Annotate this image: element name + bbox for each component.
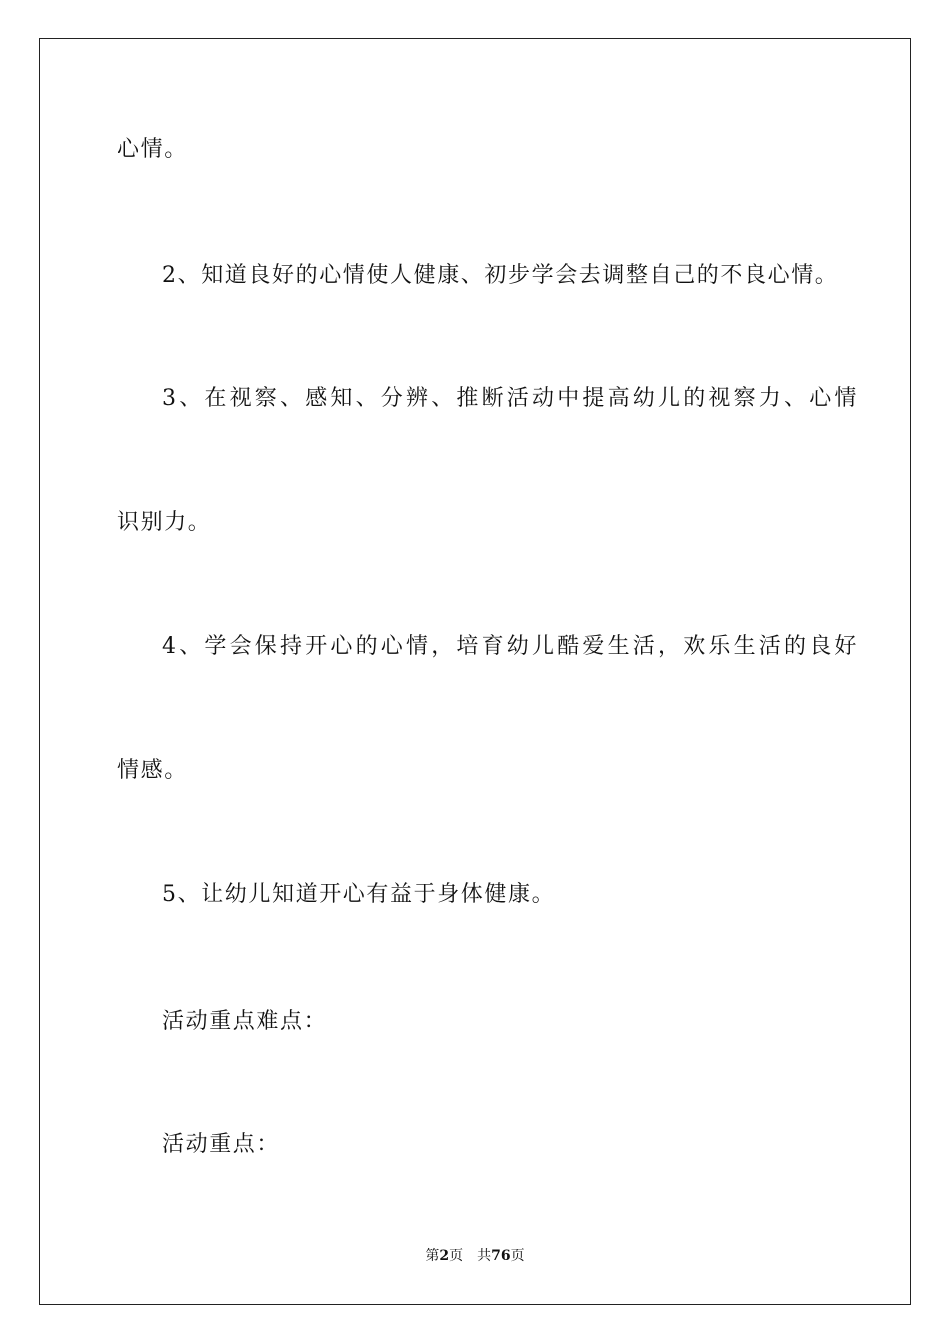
text-line-9: 活动重点： bbox=[162, 1132, 281, 1157]
footer-total-prefix: 共 bbox=[477, 1248, 492, 1264]
footer-page-number: 2 bbox=[439, 1248, 450, 1264]
text-line-7: 5、让幼儿知道开心有益于身体健康。 bbox=[162, 882, 556, 907]
text-line-1: 心情。 bbox=[117, 137, 188, 162]
page-footer bbox=[0, 1246, 950, 1266]
text-line-3: 3、在视察、感知、分辨、推断活动中提高幼儿的视察力、心情 bbox=[162, 386, 860, 411]
text-line-5: 4、学会保持开心的心情，培育幼儿酷爱生活，欢乐生活的良好 bbox=[162, 634, 860, 659]
page-border bbox=[39, 38, 911, 1305]
text-line-6: 情感。 bbox=[117, 758, 188, 783]
footer-total-pages: 76 bbox=[491, 1248, 511, 1264]
text-line-2: 2、知道良好的心情使人健康、初步学会去调整自己的不良心情。 bbox=[162, 263, 839, 288]
footer-total-suffix: 页 bbox=[510, 1248, 525, 1264]
text-line-4: 识别力。 bbox=[117, 510, 212, 535]
footer-page-suffix: 页 bbox=[449, 1248, 464, 1264]
footer-page-prefix: 第 bbox=[425, 1248, 440, 1264]
text-line-8: 活动重点难点： bbox=[162, 1009, 328, 1034]
